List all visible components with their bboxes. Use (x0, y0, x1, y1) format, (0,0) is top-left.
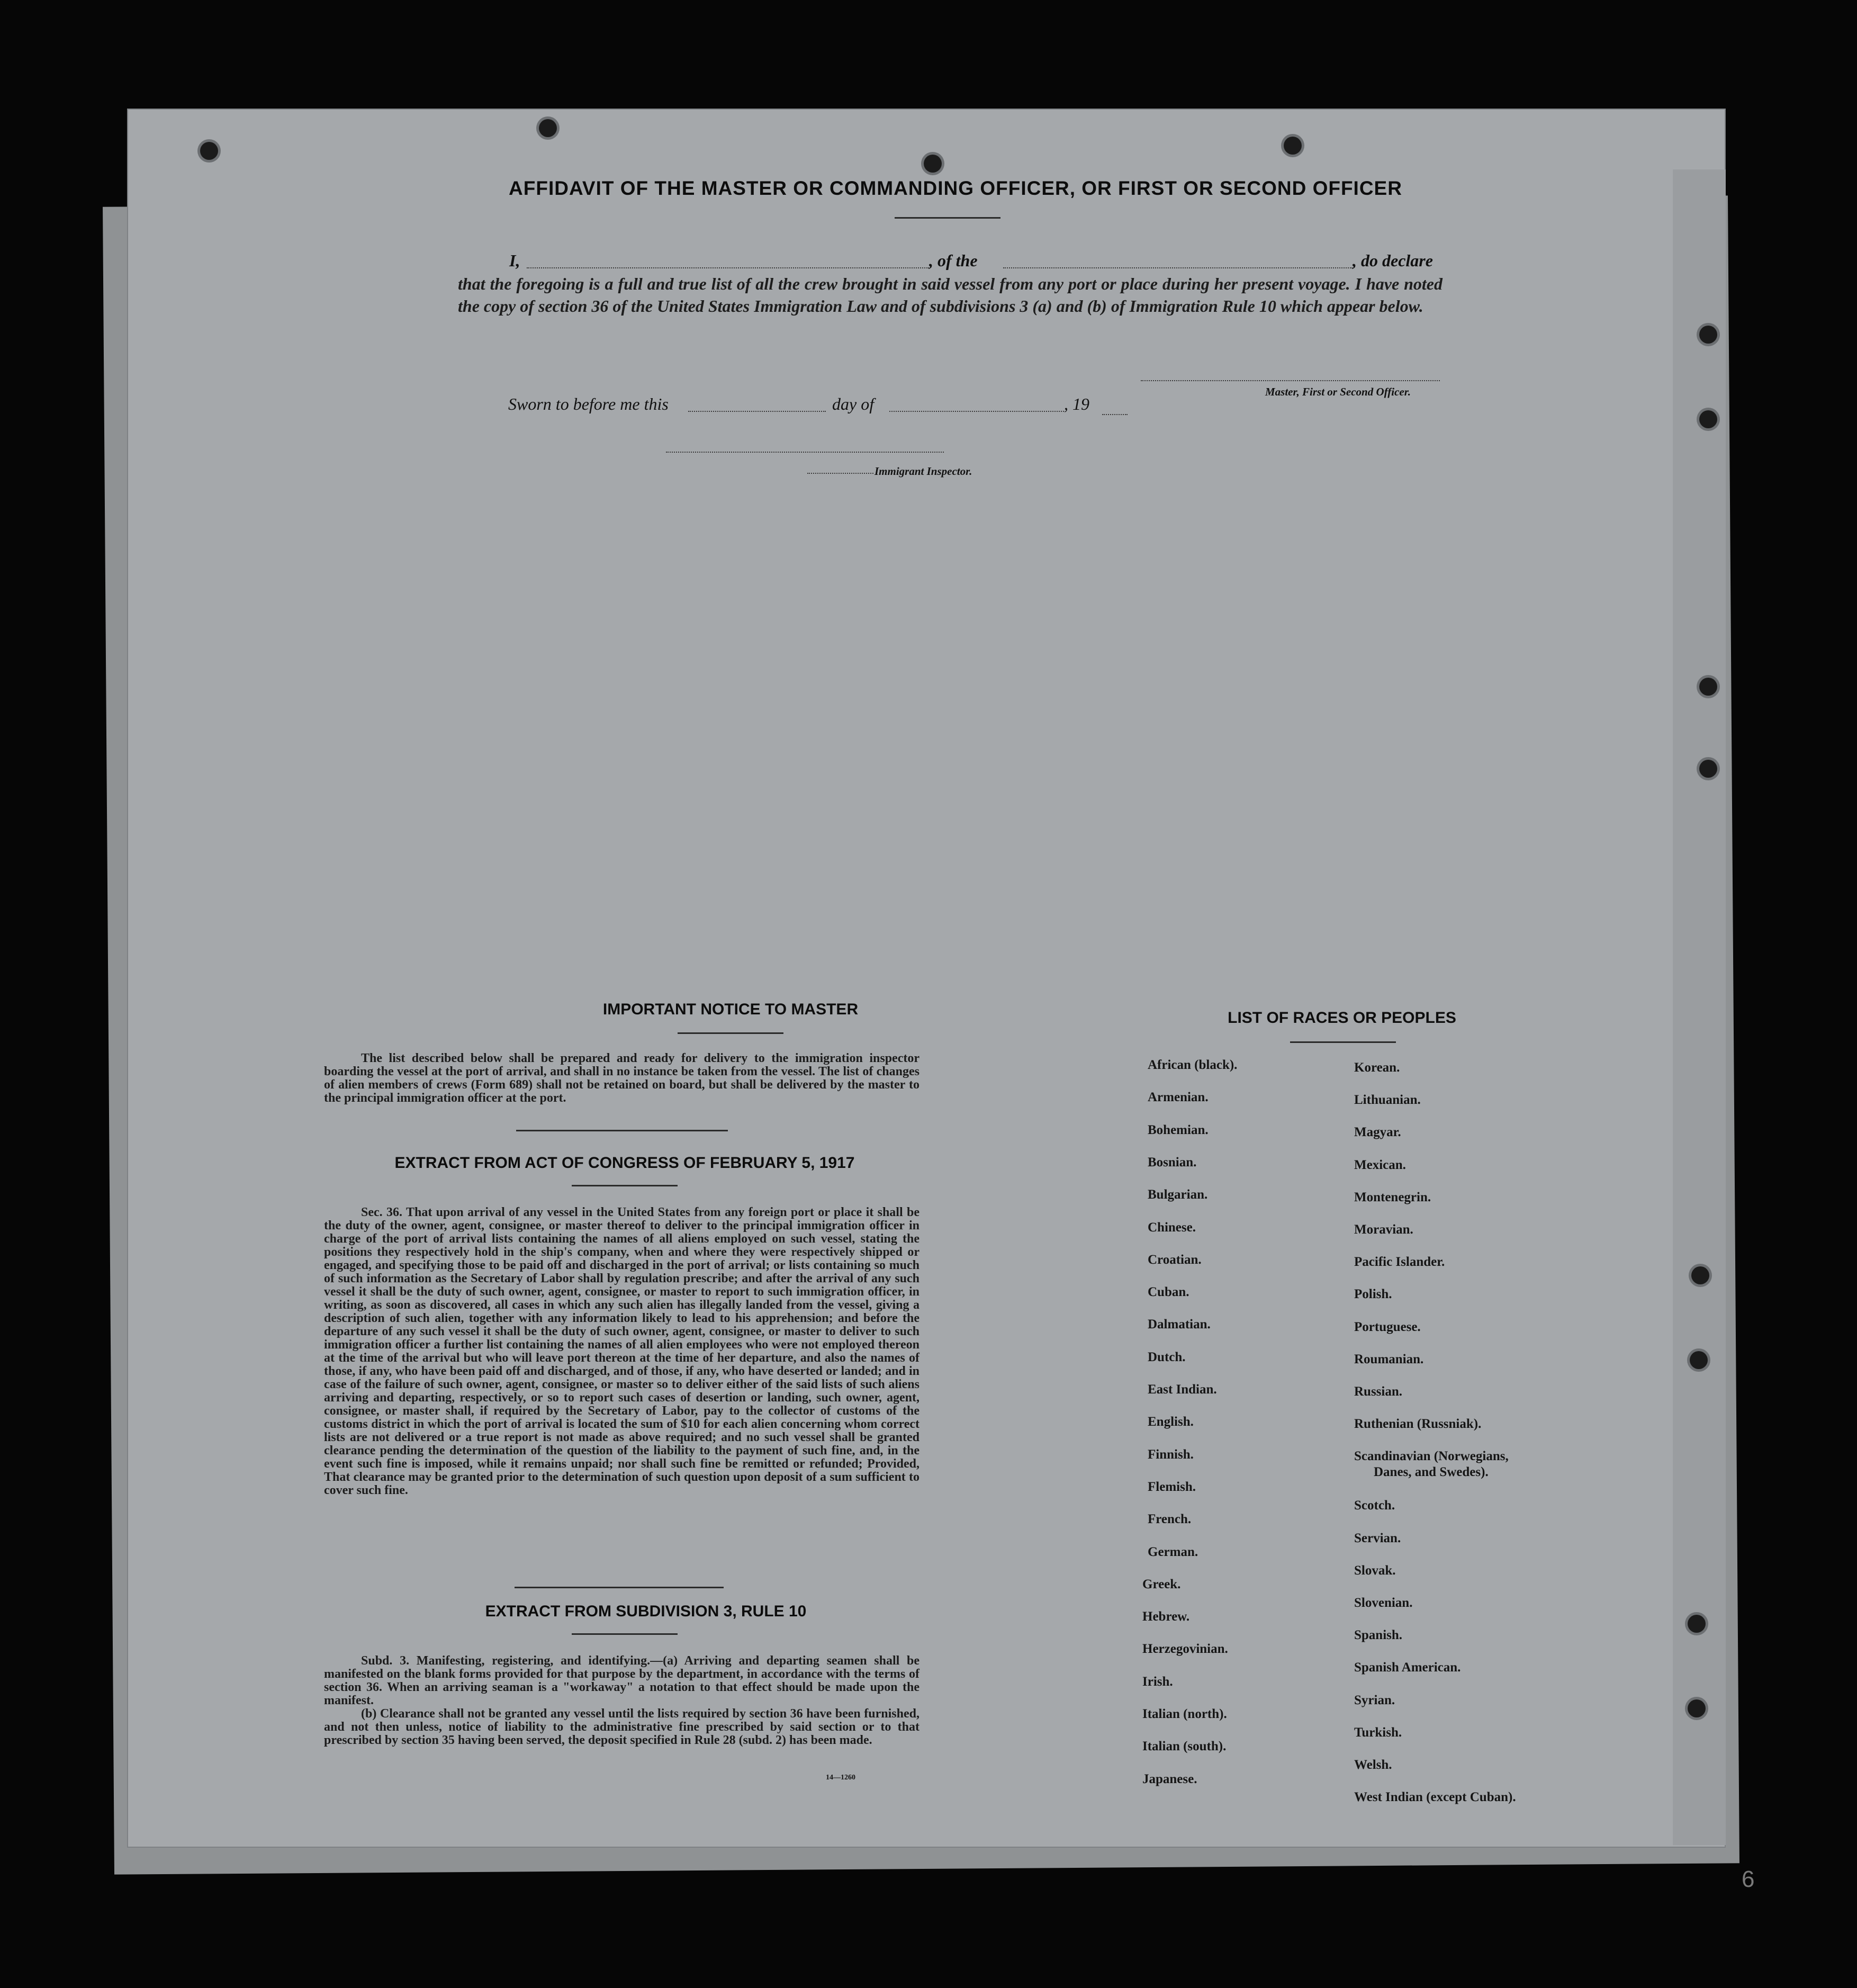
subdivision-3-para-a: Subd. 3. Manifesting, registering, and identifying.—(a) Arriving and departing seamen shall be manifested on the blank forms provided for that purpose by the department, in accordance with the terms of section 36. When an arriving seaman is a "workaway" a notation to that effect should be made upon the manifest. (324, 1654, 920, 1707)
punch-hole (200, 142, 218, 160)
affidavit-of-the: , of the (929, 251, 978, 270)
form-number: 14—1260 (826, 1774, 855, 1782)
race-item: Mexican. (1354, 1157, 1406, 1172)
race-item: Moravian. (1354, 1222, 1413, 1237)
punch-hole (1688, 1699, 1706, 1717)
year-blank (1102, 414, 1128, 415)
race-item: Korean. (1354, 1060, 1400, 1075)
affidavit-do-declare: , do declare (1353, 251, 1433, 270)
race-item: Portuguese. (1354, 1319, 1421, 1334)
master-signature-line (1141, 380, 1440, 381)
race-item: African (black). (1148, 1058, 1238, 1072)
race-item: Polish. (1354, 1287, 1392, 1302)
race-item: Dutch. (1148, 1350, 1186, 1364)
affidavit-title: AFFIDAVIT OF THE MASTER OR COMMANDING OFFICER, OR FIRST OR SECOND OFFICER (509, 177, 1402, 199)
race-item: Montenegrin. (1354, 1190, 1431, 1204)
race-item: Ruthenian (Russniak). (1354, 1417, 1482, 1432)
day-of-label: day of (832, 394, 875, 413)
punch-hole (1699, 760, 1717, 778)
punch-hole (539, 119, 557, 137)
subdivision-3-text (324, 1654, 920, 1747)
race-item: Danes, and Swedes). (1374, 1465, 1489, 1480)
race-item: Bohemian. (1148, 1122, 1209, 1137)
punch-hole (1699, 678, 1717, 696)
race-item: Scotch. (1354, 1498, 1395, 1513)
rule-extract-underline (572, 1633, 678, 1635)
sworn-day-blank (688, 411, 826, 412)
punch-hole (1699, 410, 1717, 428)
inspector-caption-lead (807, 473, 873, 474)
punch-hole (924, 155, 942, 173)
race-item: Spanish American. (1354, 1660, 1461, 1675)
race-item: Finnish. (1148, 1447, 1194, 1462)
race-item: Hebrew. (1142, 1609, 1190, 1624)
race-item: Cuban. (1148, 1285, 1189, 1300)
punch-hole (1690, 1351, 1708, 1369)
races-list-title: LIST OF RACES OR PEOPLES (1228, 1009, 1456, 1027)
race-item: Herzegovinian. (1142, 1642, 1228, 1657)
race-item: Scandinavian (Norwegians, (1354, 1449, 1509, 1464)
notice-title: IMPORTANT NOTICE TO MASTER (602, 1001, 859, 1018)
race-item: Croatian. (1148, 1252, 1202, 1267)
master-caption: Master, First or Second Officer. (1265, 385, 1411, 398)
name-blank (527, 267, 929, 268)
notice-title-underline (678, 1032, 783, 1034)
inspector-signature-line (666, 452, 944, 453)
subdivision-3-para-b: (b) Clearance shall not be granted any vessel until the lists required by section 36 have been furnished, and not then unless, notice of liability to the administrative fine prescribed by said section or to that prescribed by section 35 having been served, the deposit specified in Rule 28 (subd. 2) has been made. (324, 1707, 920, 1747)
title-underline (895, 217, 1000, 219)
notice-body: The list described below shall be prepared and ready for delivery to the immigration inspector boarding the vessel at the port of arrival, and shall in no instance be taken from the vessel. The list of changes of alien members of crews (Form 689) shall not be retained on board, but shall be delivered by the master to the principal immigration officer at the port. (324, 1051, 920, 1105)
race-item: Armenian. (1148, 1090, 1209, 1105)
rule-extract-title: EXTRACT FROM SUBDIVISION 3, RULE 10 (485, 1603, 807, 1620)
year-label: , 19 (1064, 394, 1089, 413)
race-item: East Indian. (1148, 1382, 1217, 1397)
inspector-caption: Immigrant Inspector. (875, 465, 972, 478)
race-item: Russian. (1354, 1384, 1403, 1399)
punch-hole (1688, 1615, 1706, 1633)
affidavit-body: that the foregoing is a full and true list of all the crew brought in said vessel from any port or place during her present voyage. I have noted the copy of section 36 of the United States Immigration Law and of subdivisions 3 (a) and (b) of Immigration Rule 10 which appear below. (458, 274, 1443, 316)
race-item: Chinese. (1148, 1220, 1196, 1235)
race-item: Turkish. (1354, 1725, 1402, 1740)
sworn-label: Sworn to before me this (508, 394, 669, 413)
punch-hole (1284, 137, 1302, 155)
race-item: Syrian. (1354, 1693, 1395, 1707)
race-item: Roumanian. (1354, 1352, 1424, 1366)
race-item: Lithuanian. (1354, 1093, 1421, 1108)
race-item: Dalmatian. (1148, 1317, 1211, 1332)
race-item: Greek. (1142, 1577, 1181, 1591)
section-divider (515, 1587, 724, 1588)
punch-hole (1691, 1266, 1709, 1284)
race-item: Irish. (1142, 1674, 1173, 1689)
race-item: German. (1148, 1544, 1198, 1559)
race-item: Flemish. (1148, 1479, 1196, 1494)
race-item: Italian (south). (1142, 1739, 1227, 1754)
race-item: Magyar. (1354, 1125, 1401, 1140)
race-item: Welsh. (1354, 1758, 1392, 1772)
race-item: Slovak. (1354, 1563, 1396, 1578)
race-item: Bosnian. (1148, 1155, 1197, 1170)
act-extract-title: EXTRACT FROM ACT OF CONGRESS OF FEBRUARY 5, 1917 (394, 1154, 855, 1172)
affidavit-i-label: I, (509, 251, 520, 270)
race-item: French. (1148, 1512, 1192, 1527)
document-page (127, 109, 1726, 1848)
race-item: Pacific Islander. (1354, 1255, 1445, 1270)
section-divider (516, 1130, 728, 1131)
punch-hole (1699, 326, 1717, 344)
race-item: Italian (north). (1142, 1707, 1227, 1721)
page-mark: 6 (1742, 1866, 1755, 1892)
act-extract-underline (572, 1185, 678, 1186)
sworn-month-blank (889, 411, 1064, 412)
race-item: Servian. (1354, 1531, 1401, 1545)
race-item: West Indian (except Cuban). (1354, 1790, 1516, 1805)
races-title-underline (1290, 1041, 1396, 1043)
race-item: Slovenian. (1354, 1596, 1413, 1610)
race-item: Spanish. (1354, 1628, 1403, 1643)
race-item: Bulgarian. (1148, 1188, 1208, 1202)
section-36-text: Sec. 36. That upon arrival of any vessel in the United States from any foreign port or place it shall be the duty of the owner, agent, consignee, or master thereof to deliver to the principal immigration officer in charge of the port of arrival lists containing the names of all aliens employed on such vessel, stating the positions they respectively hold in the ship's company, when and where they were respectively shipped or engaged, and specifying those to be paid off and discharged in the port of arrival; or lists containing so much of such information as the Secretary of Labor shall by regulation prescribe; and after the arrival of any such vessel it shall be the duty of such owner, agent, consignee, or master to report to such immigration officer, in writing, as soon as discovered, all cases in which any such alien has illegally landed from the vessel, giving a description of such alien, together with any information likely to lead to his apprehension; and before the departure of any such vessel it shall be the duty of such owner, agent, consignee, or master to deliver to such immigration officer a further list containing the names of all alien employees who were not employed thereon at the time of the arrival but who will leave port thereon at the time of her departure, and also the names of those, if any, who have been paid off and discharged, and of those, if any, who have deserted or landed; and in case of the failure of such owner, agent, consignee, or master so to deliver either of the said lists of such aliens arriving and departing, respectively, or so to report such cases of desertion or landing, such owner, agent, consignee, or master shall, if required by the Secretary of Labor, pay to the collector of customs of the customs district in which the port of arrival is located the sum of $10 for each alien concerning whom correct lists are not delivered or a true report is not made as above required; and no such vessel shall be granted clearance pending the determination of the question of the liability to the payment of such fine, and, in the event such fine is imposed, while it remains unpaid; nor shall such fine be remitted or refunded; Provided, That clearance may be granted prior to the determination of such question upon deposit of a sum sufficient to cover such fine. (324, 1206, 920, 1497)
race-item: English. (1148, 1415, 1194, 1429)
race-item: Japanese. (1142, 1771, 1197, 1786)
vessel-blank (1003, 267, 1353, 268)
